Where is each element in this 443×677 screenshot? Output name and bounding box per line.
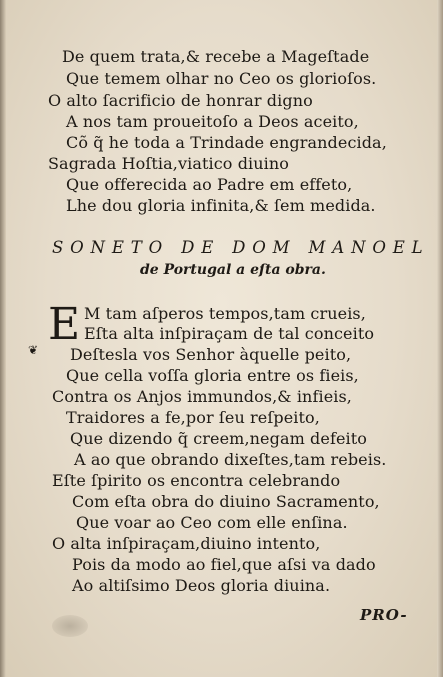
ink-smudge bbox=[52, 615, 88, 637]
sonnet-line: Ao altiſsimo Deos gloria diuina. bbox=[72, 576, 331, 595]
sonnet-line: Que dizendo q̃ creem,negam defeito bbox=[70, 429, 368, 448]
sonnet-line: Pois da modo ao fiel,que aſsi va dado bbox=[72, 555, 376, 574]
verse-line: A nos tam proueitoſo a Deos aceito, bbox=[66, 112, 359, 131]
drop-cap: E bbox=[48, 299, 81, 350]
sonnet-heading: SONETO DE DOM MANOEL bbox=[52, 238, 430, 258]
verse-line: De quem trata,& recebe a Mageſtade bbox=[62, 47, 370, 66]
sonnet-line: Com eſta obra do diuino Sacramento, bbox=[72, 492, 380, 511]
page-edge-right bbox=[437, 0, 443, 677]
verse-line: Que temem olhar no Ceo os glorioſos. bbox=[66, 69, 377, 88]
verse-line: Cõ q̃ he toda a Trindade engrandecida, bbox=[66, 133, 387, 152]
sonnet-line: Contra os Anjos immundos,& infieis, bbox=[52, 387, 352, 406]
verse-line: O alto ſacrificio de honrar digno bbox=[48, 91, 313, 110]
catchword: PRO- bbox=[360, 606, 408, 624]
sonnet-line: M tam aſperos tempos,tam crueis, bbox=[84, 304, 366, 323]
fleuron-ornament: ❦ bbox=[28, 343, 39, 357]
sonnet-line: Eſte ſpirito os encontra celebrando bbox=[52, 471, 341, 490]
verse-line: Lhe dou gloria infinita,& ſem medida. bbox=[66, 196, 376, 215]
verse-line: Que offerecida ao Padre em effeto, bbox=[66, 175, 353, 194]
sonnet-subheading: de Portugal a eſta obra. bbox=[140, 262, 326, 278]
sonnet-line: A ao que obrando dixeſtes,tam rebeis. bbox=[74, 450, 387, 469]
sonnet-line: Que voar ao Ceo com elle enſina. bbox=[76, 513, 348, 532]
verse-line: Sagrada Hoſtia,viatico diuino bbox=[48, 154, 290, 173]
sonnet-line: Traidores a fe,por ſeu reſpeito, bbox=[66, 408, 320, 427]
sonnet-line: Que cella voſſa gloria entre os fieis, bbox=[66, 366, 359, 385]
page-edge-left bbox=[0, 0, 6, 677]
sonnet-line: O alta inſpiraçam,diuino intento, bbox=[52, 534, 321, 553]
sonnet-line: Deſtesla vos Senhor àquelle peito, bbox=[70, 345, 352, 364]
sonnet-line: Eſta alta inſpiraçam de tal conceito bbox=[84, 324, 375, 343]
